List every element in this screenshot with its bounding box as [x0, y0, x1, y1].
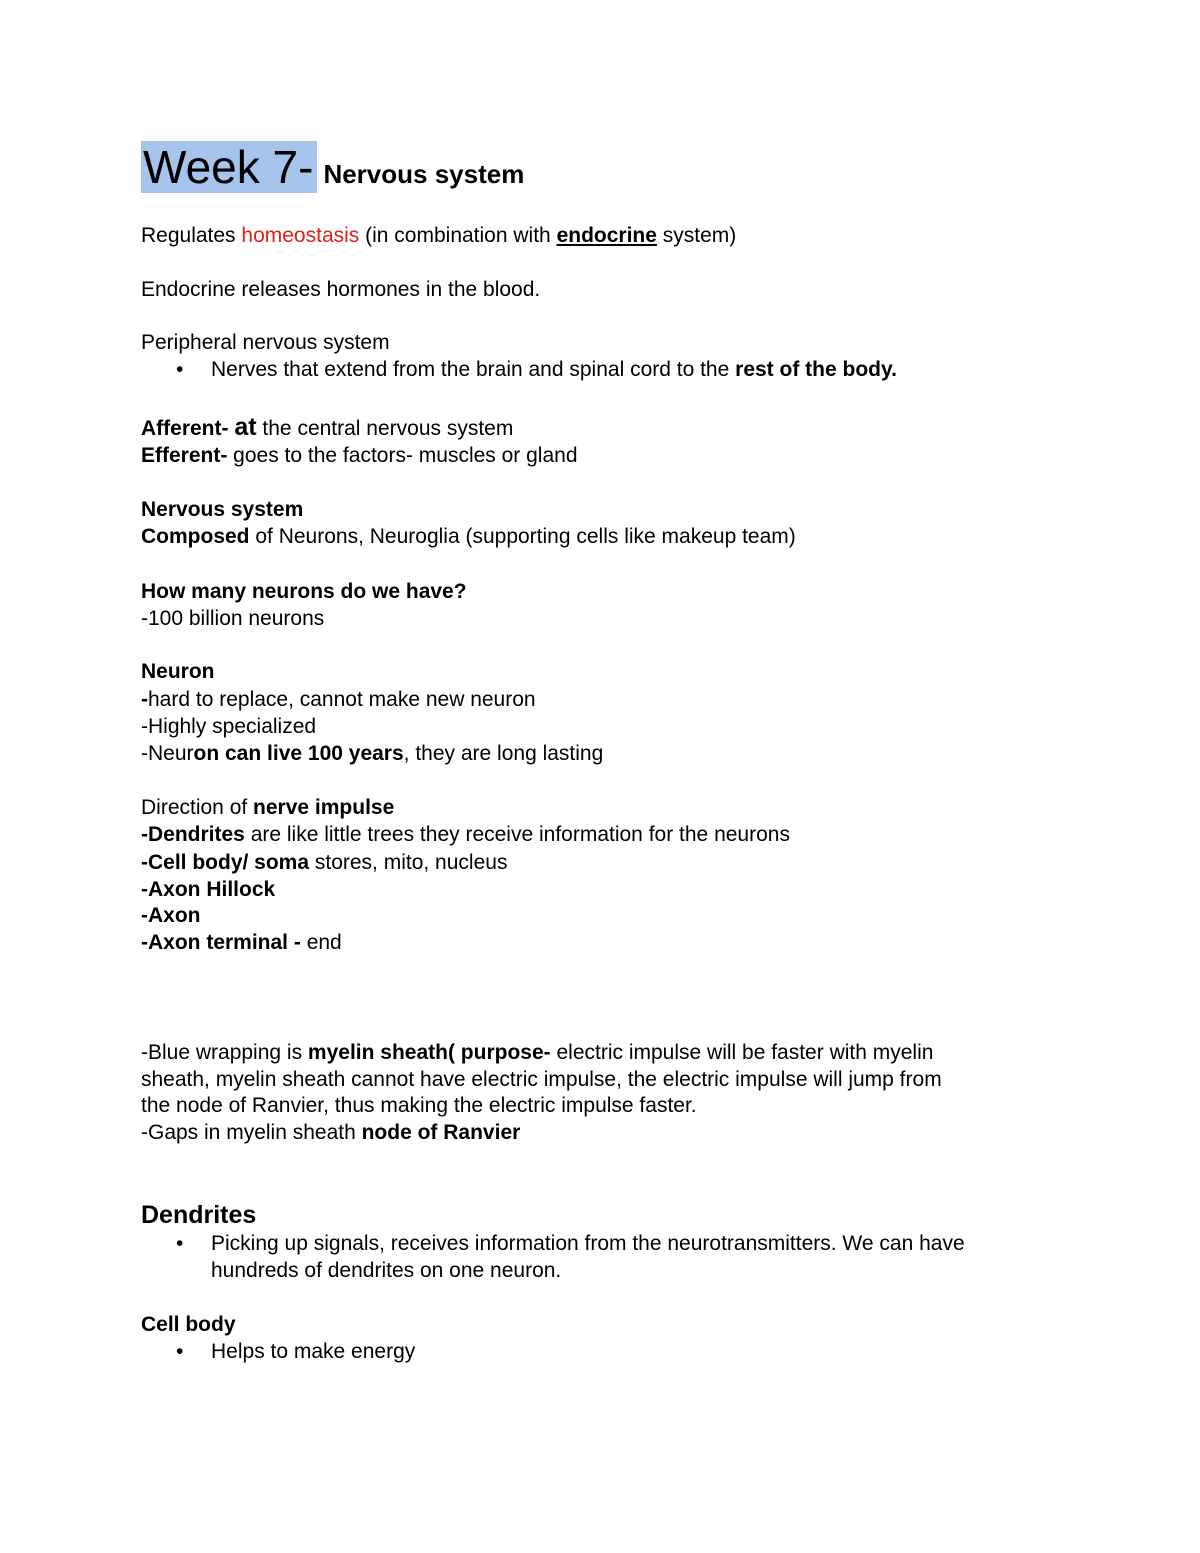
text-bold: node of Ranvier — [361, 1121, 521, 1144]
dendrites-bullet-cont: hundreds of dendrites on one neuron. — [211, 1259, 562, 1282]
how-many-answer: -100 billion neurons — [141, 607, 325, 630]
text: stores, mito, nucleus — [309, 851, 508, 874]
text: Nerves that extend from the brain and spinal cord to the — [211, 358, 736, 381]
endocrine-term: endocrine — [556, 224, 657, 247]
neuron-line-1 — [141, 686, 536, 713]
homeostasis-term: homeostasis — [241, 224, 360, 247]
intro-line-2: Endocrine releases hormones in the blood. — [141, 278, 541, 301]
myelin-line-3: the node of Ranvier, thus making the electric impulse faster. — [141, 1094, 697, 1117]
text: are like little trees they receive information for the neurons — [244, 823, 790, 846]
text: end — [306, 931, 342, 954]
peripheral-bullet — [176, 356, 897, 383]
text: the central nervous system — [256, 417, 514, 440]
afferent-label: Afferent- — [141, 417, 235, 440]
dash: - — [141, 688, 148, 711]
direction-cellbody — [141, 849, 507, 876]
text: Direction of — [141, 796, 254, 819]
text: (in combination with — [359, 224, 557, 247]
nervous-heading: Nervous system — [141, 498, 304, 521]
direction-dendrites — [141, 821, 790, 848]
bullet-icon: • — [176, 1232, 184, 1255]
myelin-line-2: sheath, myelin sheath cannot have electric impulse, the electric impulse will jump from — [141, 1068, 942, 1091]
myelin-line-4 — [141, 1119, 520, 1146]
text: hard to replace, cannot make new neuron — [148, 688, 536, 711]
dendrites-bullet — [176, 1230, 965, 1257]
text-bold: myelin sheath( purpose- — [307, 1041, 551, 1064]
direction-terminal — [141, 929, 342, 956]
page-title — [141, 140, 524, 204]
bullet-icon: • — [176, 358, 184, 381]
text-bold: on can live 100 years — [193, 742, 404, 765]
bullet-icon: • — [176, 1340, 184, 1363]
composed-label: Composed — [141, 525, 250, 548]
text: goes to the factors- muscles or gland — [227, 444, 578, 467]
neuron-line-2: -Highly specialized — [141, 715, 317, 738]
text: , they are long lasting — [403, 742, 604, 765]
afferent-line — [141, 414, 513, 442]
text: electric impulse will be faster with myelin — [550, 1041, 934, 1064]
text: -Gaps in myelin sheath — [141, 1121, 362, 1144]
cellbody-bullet — [176, 1338, 415, 1365]
title-subtitle: Nervous system — [323, 159, 525, 189]
text: Helps to make energy — [211, 1340, 416, 1363]
text-bold: rest of the body. — [735, 358, 897, 381]
text-bold: -Axon terminal - — [141, 931, 307, 954]
intro-line-1 — [141, 222, 736, 249]
composed-line — [141, 523, 796, 550]
text-bold: nerve impulse — [253, 796, 395, 819]
peripheral-heading: Peripheral nervous system — [141, 331, 390, 354]
title-week: Week 7- — [141, 141, 317, 193]
text: -Blue wrapping is — [141, 1041, 308, 1064]
cellbody-heading: Cell body — [141, 1313, 236, 1336]
direction-axon: -Axon — [141, 904, 201, 927]
text: Regulates — [141, 224, 242, 247]
text: Picking up signals, receives information from the neurotransmitters. We can have — [211, 1232, 965, 1255]
text-at: at — [234, 413, 257, 441]
direction-hillock: -Axon Hillock — [141, 878, 276, 901]
efferent-line — [141, 442, 578, 469]
dendrites-heading: Dendrites — [141, 1201, 257, 1229]
direction-heading — [141, 794, 394, 821]
text-bold: -Cell body/ soma — [141, 851, 310, 874]
text: -Neur — [141, 742, 194, 765]
text: system) — [656, 224, 737, 247]
neuron-heading: Neuron — [141, 660, 215, 683]
text: of Neurons, Neuroglia (supporting cells like makeup team) — [249, 525, 796, 548]
efferent-label: Efferent- — [141, 444, 228, 467]
neuron-line-3 — [141, 740, 603, 767]
myelin-line-1 — [141, 1039, 933, 1066]
text-bold: -Dendrites — [141, 823, 245, 846]
how-many-question: How many neurons do we have? — [141, 580, 467, 603]
